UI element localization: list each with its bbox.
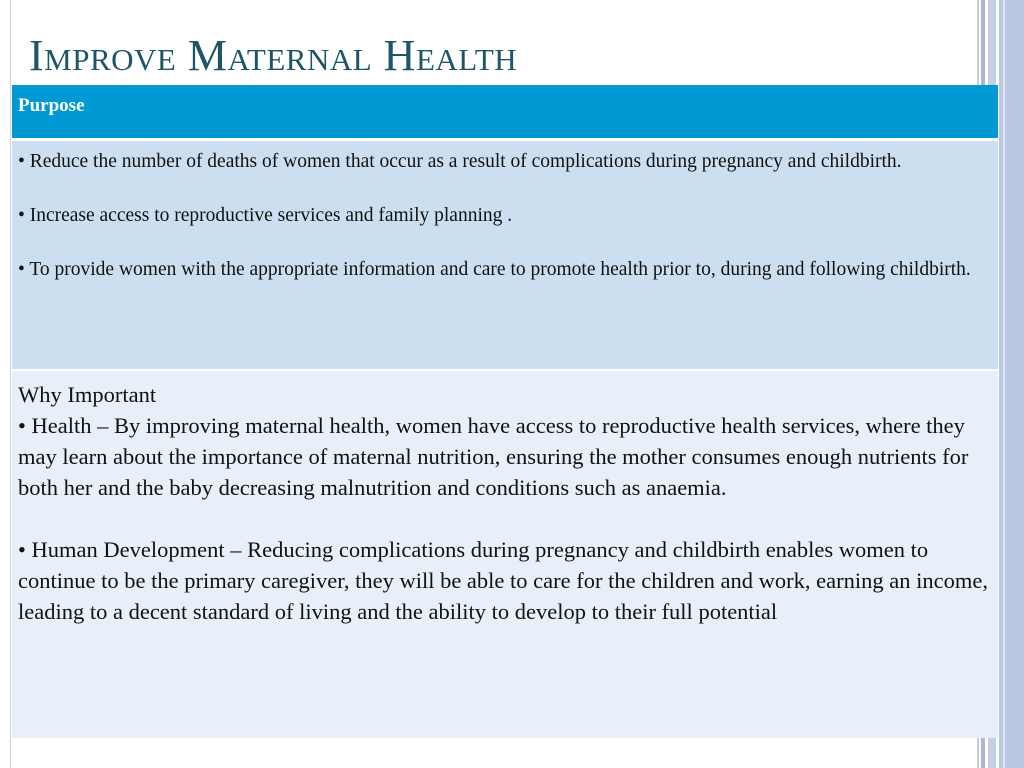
slide-title: Improve Maternal Health <box>29 31 518 80</box>
purpose-cell <box>12 141 998 371</box>
purpose-item: • Reduce the number of deaths of women that occur as a result of complications during pregnancy and childbirth. <box>18 151 902 172</box>
why-important-item: • Human Development – Reducing complications during pregnancy and childbirth enables women to continue to be the primary caregiver, they will be able to care for the children and work, earning an income, leading to a decent standard of living and the ability to develop to their full potential <box>18 537 988 624</box>
right-decor-stripe <box>1003 0 1005 768</box>
why-important-heading: Why Important <box>18 382 157 407</box>
purpose-item: • Increase access to reproductive services and family planning . <box>18 205 513 226</box>
content-table <box>11 85 998 738</box>
purpose-item: • To provide women with the appropriate information and care to promote health prior to, during and following childbirth. <box>18 259 971 280</box>
header-purpose: Purpose <box>18 95 85 116</box>
why-important-item: • Health – By improving maternal health, women have access to reproductive health services, where they may learn about the importance of maternal nutrition, ensuring the mother consumes enough nutrients for both her and the baby decreasing malnutrition and conditions such as anaemia. <box>18 413 969 500</box>
why-important-cell <box>12 371 998 738</box>
table-header <box>12 85 998 141</box>
